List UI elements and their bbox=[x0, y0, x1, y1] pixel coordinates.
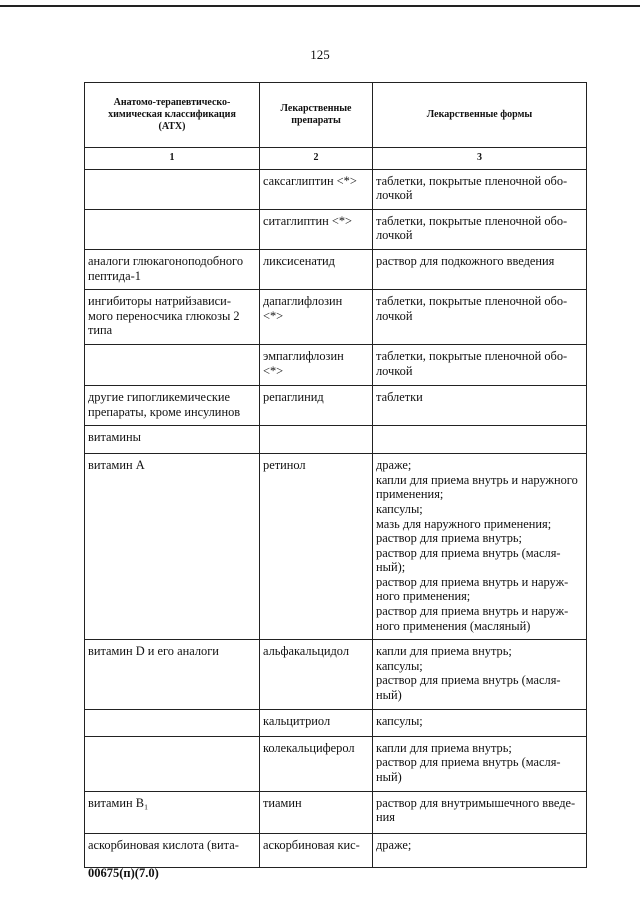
forms-cell bbox=[373, 426, 587, 454]
table-row bbox=[85, 290, 587, 345]
forms-cell: раствор для подкожного введения bbox=[373, 249, 587, 289]
forms-cell: драже; bbox=[373, 833, 587, 867]
atx-cell bbox=[85, 169, 260, 209]
atx-cell bbox=[85, 709, 260, 736]
drug-cell: ситаглиптин <*> bbox=[260, 209, 373, 249]
top-rule bbox=[0, 5, 640, 7]
header-atx: Анатомо-терапевтическо- химическая классификация (АТХ) bbox=[85, 83, 260, 148]
table-row bbox=[85, 344, 587, 385]
forms-cell: таблетки, покрытые пленочной обо- лочкой bbox=[373, 290, 587, 345]
atx-cell: витамин А bbox=[85, 454, 260, 640]
drug-cell bbox=[260, 426, 373, 454]
drug-cell: ретинол bbox=[260, 454, 373, 640]
table-row bbox=[85, 791, 587, 833]
table-row bbox=[85, 833, 587, 867]
atx-cell bbox=[85, 209, 260, 249]
forms-cell: раствор для внутримышечного введе- ния bbox=[373, 791, 587, 833]
col-number-3: 3 bbox=[373, 148, 587, 170]
table-row bbox=[85, 454, 587, 640]
forms-cell: таблетки, покрытые пленочной обо- лочкой bbox=[373, 209, 587, 249]
atx-cell: аскорбиновая кислота (вита- bbox=[85, 833, 260, 867]
forms-cell: капли для приема внутрь; капсулы; раствор для приема внутрь (масля- ный) bbox=[373, 640, 587, 709]
forms-cell: капсулы; bbox=[373, 709, 587, 736]
col-number-2: 2 bbox=[260, 148, 373, 170]
table-row bbox=[85, 426, 587, 454]
drug-cell: кальцитриол bbox=[260, 709, 373, 736]
drug-cell: ликсисенатид bbox=[260, 249, 373, 289]
table-row bbox=[85, 736, 587, 791]
atx-cell: витамин B₁ bbox=[85, 791, 260, 833]
header-drugs: Лекарственные препараты bbox=[260, 83, 373, 148]
atx-cell: витамины bbox=[85, 426, 260, 454]
header-row bbox=[85, 83, 587, 148]
table-row bbox=[85, 169, 587, 209]
atx-cell: другие гипогликемические препараты, кроме инсулинов bbox=[85, 385, 260, 425]
forms-cell: таблетки, покрытые пленочной обо- лочкой bbox=[373, 344, 587, 385]
header-forms: Лекарственные формы bbox=[373, 83, 587, 148]
drug-cell: альфакальцидол bbox=[260, 640, 373, 709]
atx-cell: витамин D и его аналоги bbox=[85, 640, 260, 709]
table-row bbox=[85, 209, 587, 249]
drug-cell: эмпаглифлозин <*> bbox=[260, 344, 373, 385]
atx-cell bbox=[85, 344, 260, 385]
col-number-1: 1 bbox=[85, 148, 260, 170]
drug-table bbox=[84, 82, 587, 868]
drug-cell: дапаглифлозин <*> bbox=[260, 290, 373, 345]
drug-cell: колекальциферол bbox=[260, 736, 373, 791]
forms-cell: драже; капли для приема внутрь и наружного применения; капсулы; мазь для наружного применения; раствор для приема внутрь; раствор для приема внутрь (масля- ный); раствор для приема внутрь и наруж- ного применения; раствор для приема внутрь и наруж- ного применения (масляный) bbox=[373, 454, 587, 640]
document-code: 00675(п)(7.0) bbox=[88, 866, 159, 880]
atx-cell bbox=[85, 736, 260, 791]
table-row bbox=[85, 249, 587, 289]
table-row bbox=[85, 640, 587, 709]
table-row bbox=[85, 709, 587, 736]
forms-cell: таблетки, покрытые пленочной обо- лочкой bbox=[373, 169, 587, 209]
drug-cell: репаглинид bbox=[260, 385, 373, 425]
atx-cell: ингибиторы натрийзависи- мого переносчика глюкозы 2 типа bbox=[85, 290, 260, 345]
atx-cell: аналоги глюкагоноподобного пептида-1 bbox=[85, 249, 260, 289]
drug-cell: тиамин bbox=[260, 791, 373, 833]
forms-cell: капли для приема внутрь; раствор для приема внутрь (масля- ный) bbox=[373, 736, 587, 791]
forms-cell: таблетки bbox=[373, 385, 587, 425]
table-row bbox=[85, 385, 587, 425]
column-number-row bbox=[85, 148, 587, 170]
drug-cell: саксаглиптин <*> bbox=[260, 169, 373, 209]
drug-cell: аскорбиновая кис- bbox=[260, 833, 373, 867]
page-number: 125 bbox=[310, 47, 330, 62]
